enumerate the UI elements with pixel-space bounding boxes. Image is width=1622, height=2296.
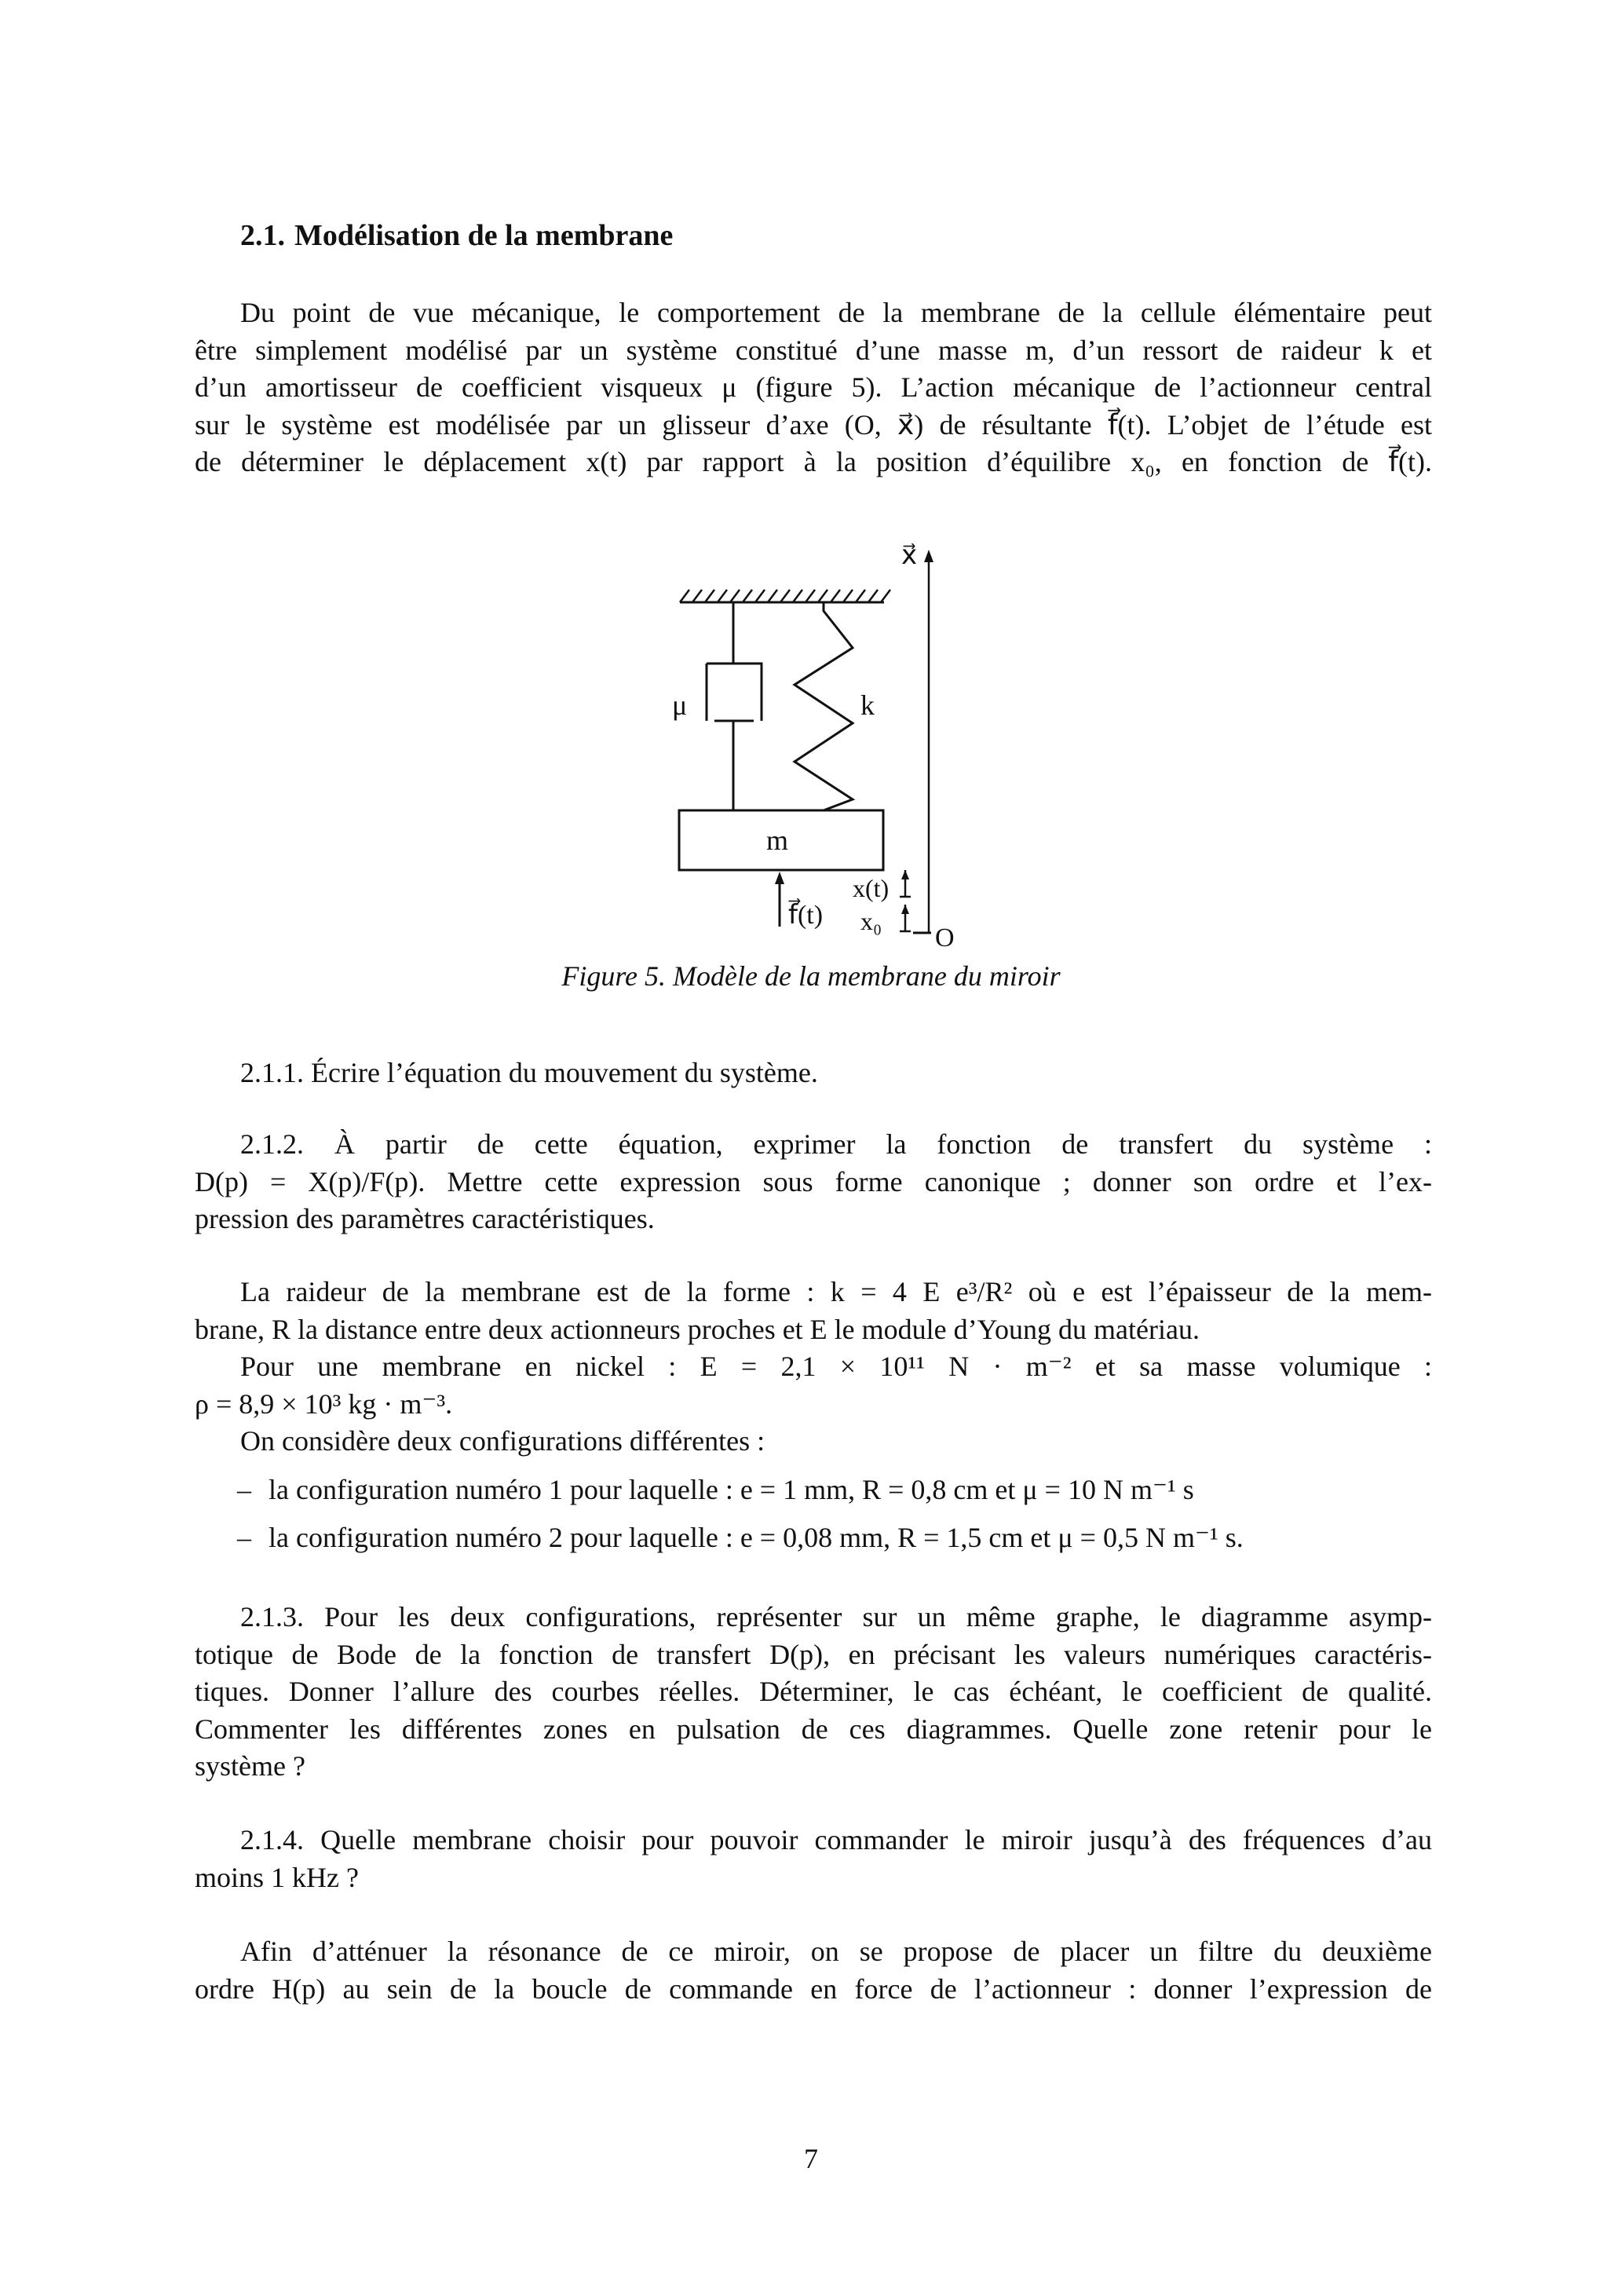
- mass-spring-damper-figure: [644, 526, 989, 966]
- configuration-list: [237, 1466, 1446, 1562]
- text-line: Pour une membrane en nickel : E = 2,1 × 10¹¹ N · m⁻² et sa masse volumique :: [240, 1351, 1432, 1382]
- text-line: La raideur de la membrane est de la forme : k = 4 E e³/R² où e est l’épaisseur de la mem-: [240, 1276, 1432, 1307]
- text-line: ρ = 8,9 × 10³ kg · m⁻³.: [195, 1387, 453, 1420]
- text-line: d’un amortisseur de coefficient visqueux μ (figure 5). L’action mécanique de l’actionneur central: [195, 371, 1432, 403]
- question-2-1-4: [195, 1822, 1432, 1896]
- text-line: brane, R la distance entre deux actionneurs proches et E le module d’Young du matériau.: [195, 1313, 1200, 1345]
- text-line: 2.1.2. À partir de cette équation, exprimer la fonction de transfert du système :: [240, 1128, 1432, 1160]
- question-2-1-1: [195, 1055, 1432, 1092]
- text-line: sur le système est modélisée par un glisseur d’axe (O, x⃗) de résultante f⃗(t). L’objet de l’étude est: [195, 408, 1432, 441]
- list-item: – la configuration numéro 2 pour laquelle : e = 0,08 mm, R = 1,5 cm et μ = 0,5 N m⁻¹ s.: [237, 1522, 1244, 1553]
- text-line: système ?: [195, 1750, 305, 1782]
- damper-label: μ: [672, 689, 688, 721]
- config-1: la configuration numéro 1 pour laquelle : e = 1 mm, R = 0,8 cm et μ = 10 N m⁻¹ s: [269, 1474, 1194, 1505]
- intro-paragraph: [195, 294, 1432, 481]
- section-heading: [240, 218, 673, 253]
- axis-x-label: x⃗: [901, 541, 918, 570]
- fixed-support: [680, 590, 890, 602]
- mass-label: m: [766, 824, 789, 856]
- force-arrow: [775, 872, 784, 927]
- text-line: pression des paramètres caractéristiques.: [195, 1203, 655, 1234]
- list-item: – la configuration numéro 1 pour laquelle : e = 1 mm, R = 0,8 cm et μ = 10 N m⁻¹ s: [237, 1474, 1194, 1505]
- text-line: ordre H(p) au sein de la boucle de commande en force de l’actionneur : donner l’expression de: [195, 1972, 1432, 2005]
- text-line: être simplement modélisé par un système constitué d’une masse m, d’un ressort de raideur k et: [195, 334, 1432, 366]
- text-line: Afin d’atténuer la résonance de ce miroir, on se propose de placer un filtre du deuxième: [240, 1936, 1432, 1967]
- section-number: 2.1.: [240, 219, 285, 252]
- text-line: Commenter les différentes zones en pulsation de ces diagrammes. Quelle zone retenir pour le: [195, 1713, 1432, 1745]
- raideur-paragraph: [195, 1274, 1432, 1461]
- equilibrium-label: x₀: [860, 907, 882, 935]
- figure-caption: Figure 5. Modèle de la membrane du miroir: [561, 960, 1061, 992]
- spring-label: k: [860, 689, 875, 721]
- config-2: la configuration numéro 2 pour laquelle : e = 0,08 mm, R = 1,5 cm et μ = 0,5 N m⁻¹ s.: [269, 1522, 1244, 1553]
- x-axis: [913, 550, 933, 933]
- section-title: Modélisation de la membrane: [294, 219, 674, 252]
- damper: [707, 602, 762, 810]
- question-2-1-2: [195, 1126, 1432, 1238]
- text-line: 2.1.4. Quelle membrane choisir pour pouvoir commander le miroir jusqu’à des fréquences d’au: [240, 1824, 1432, 1855]
- displacement-label: x(t): [853, 874, 890, 902]
- spring: [795, 602, 853, 810]
- text-line: de déterminer le déplacement x(t) par rapport à la position d’équilibre x₀, en fonction de f⃗(t).: [195, 446, 1432, 477]
- displacement-markers: [900, 870, 911, 931]
- text-line: D(p) = X(p)/F(p). Mettre cette expression sous forme canonique ; donner son ordre et l’ex-: [195, 1165, 1432, 1197]
- page-number: 7: [804, 2143, 818, 2174]
- text-line: 2.1.1. Écrire l’équation du mouvement du système.: [240, 1057, 818, 1088]
- text-line: On considère deux configurations différentes :: [240, 1425, 765, 1457]
- text-line: moins 1 kHz ?: [195, 1861, 359, 1893]
- filter-paragraph: [195, 1933, 1432, 2008]
- text-line: 2.1.3. Pour les deux configurations, représenter sur un même graphe, le diagramme asymp-: [240, 1601, 1432, 1632]
- text-line: tiques. Donner l’allure des courbes réelles. Déterminer, le cas échéant, le coefficient de qualité.: [195, 1676, 1432, 1707]
- origin-label: O: [935, 923, 955, 952]
- text-line: Du point de vue mécanique, le comportement de la membrane de la cellule élémentaire peut: [240, 297, 1432, 328]
- question-2-1-3: [195, 1599, 1432, 1786]
- force-label: f⃗(t): [788, 901, 824, 930]
- text-line: totique de Bode de la fonction de transfert D(p), en précisant les valeurs numériques caractéris-: [195, 1638, 1432, 1670]
